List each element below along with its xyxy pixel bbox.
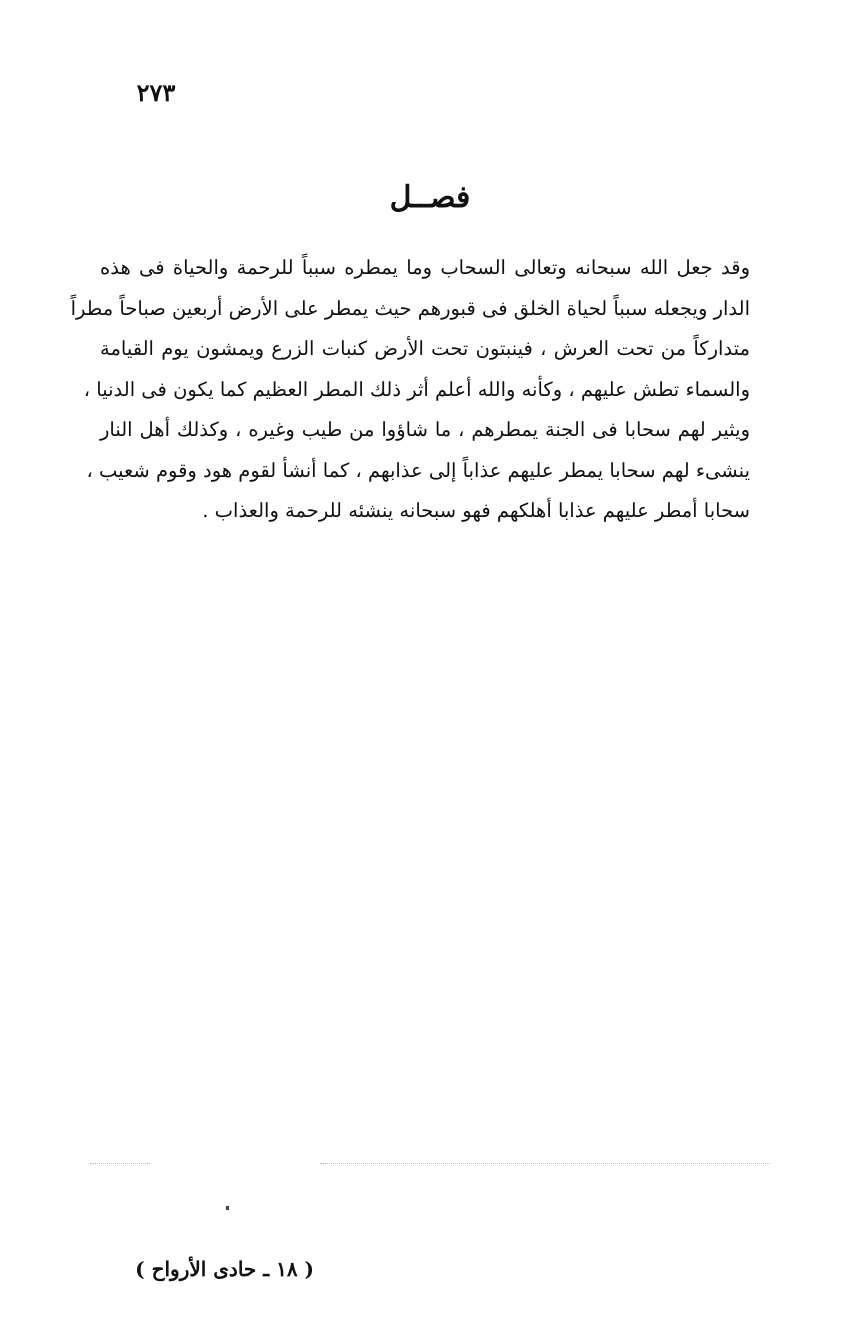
body-line: والسماء تطش عليهم ، وكأنه والله أعلم أثر ذلك المطر العظيم كما يكون فى الدنيا ،: [83, 377, 750, 401]
body-line: وقد جعل الله سبحانه وتعالى السحاب وما يمطره سبباً للرحمة والحياة فى هذه: [100, 256, 750, 279]
section-title: فصــل: [389, 180, 471, 215]
body-line: سحابا أمطر عليهم عذابا أهلكهم فهو سبحانه ينشئه للرحمة والعذاب .: [202, 499, 750, 522]
print-mark: [226, 1206, 229, 1210]
body-paragraph: [70, 248, 750, 532]
page-number: ٢٧٣: [136, 78, 176, 107]
body-line: ينشىء لهم سحابا يمطر عليهم عذاباً إلى عذابهم ، كما أنشأ لقوم هود وقوم شعيب ،: [86, 458, 750, 482]
printer-signature: ( ١٨ ـ حادى الأرواح ): [135, 1257, 314, 1281]
footer-rule: [90, 1163, 150, 1164]
body-line: متداركاً من تحت العرش ، فينبتون تحت الأرض كنبات الزرع ويمشون يوم القيامة: [100, 337, 750, 360]
body-line: ويثير لهم سحابا فى الجنة يمطرهم ، ما شاؤوا من طيب وغيره ، وكذلك أهل النار: [100, 418, 750, 441]
body-line: الدار ويجعله سبباً لحياة الخلق فى قبورهم حيث يمطر على الأرض أربعين صباحاً مطراً: [70, 296, 750, 320]
footer-rule: [320, 1163, 770, 1164]
